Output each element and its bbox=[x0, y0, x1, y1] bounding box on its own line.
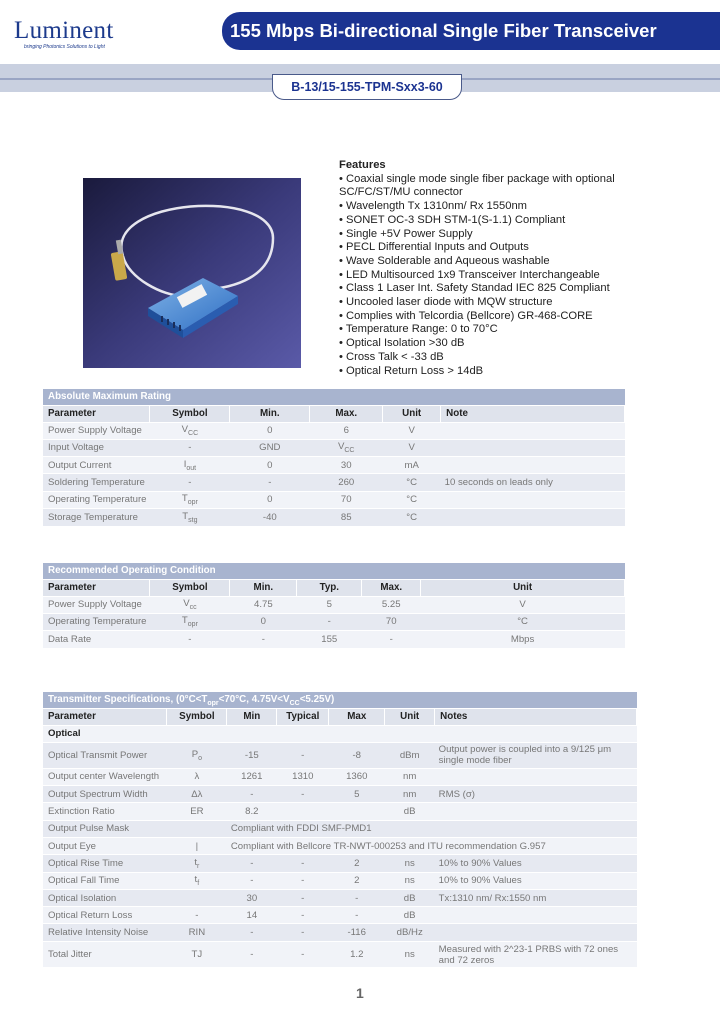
table-cell: 6 bbox=[310, 422, 383, 439]
note-cell: Tx:1310 nm/ Rx:1550 nm bbox=[435, 889, 637, 906]
param-cell: Optical Isolation bbox=[43, 889, 167, 906]
param-cell: Output Spectrum Width bbox=[43, 786, 167, 803]
tx-spec-title bbox=[43, 692, 637, 708]
param-cell: Storage Temperature bbox=[43, 508, 150, 525]
param-cell: Total Jitter bbox=[43, 941, 167, 967]
table-cell: dB/Hz bbox=[385, 924, 435, 941]
luminent-logo bbox=[14, 17, 214, 50]
table-row bbox=[43, 474, 625, 491]
param-cell: Extinction Ratio bbox=[43, 803, 167, 820]
symbol-cell: ER bbox=[167, 803, 227, 820]
table-cell: - bbox=[277, 855, 329, 872]
table-cell: - bbox=[362, 631, 421, 648]
table-row bbox=[43, 768, 637, 785]
table-cell: - bbox=[227, 924, 277, 941]
feature-item: • PECL Differential Inputs and Outputs bbox=[339, 241, 529, 254]
table-cell: 2 bbox=[329, 872, 385, 889]
col-header: Note bbox=[441, 406, 625, 422]
table-cell: - bbox=[329, 889, 385, 906]
table-cell: 85 bbox=[310, 508, 383, 525]
table-cell: 70 bbox=[310, 491, 383, 508]
symbol-cell: $V_{cc}$ bbox=[150, 596, 230, 613]
table-cell bbox=[277, 803, 329, 820]
symbol-cell: $T_{opr}$ bbox=[150, 491, 230, 508]
param-cell: Output center Wavelength bbox=[43, 768, 167, 785]
symbol-cell: $I_{out}$ bbox=[150, 457, 230, 474]
symbol-subscript: cc bbox=[189, 604, 197, 612]
param-cell: Output Eye bbox=[43, 837, 167, 854]
table-cell: - bbox=[230, 631, 297, 648]
symbol-cell: $V_{CC}$ bbox=[150, 422, 230, 439]
symbol-subscript: stg bbox=[188, 516, 198, 524]
table-cell: - bbox=[277, 786, 329, 803]
symbol-cell: $t_f$ bbox=[167, 872, 227, 889]
param-cell: Relative Intensity Noise bbox=[43, 924, 167, 941]
span-cell: Compliant with FDDI SMF-PMD1 bbox=[227, 820, 637, 837]
table-cell: 0 bbox=[230, 457, 310, 474]
table-row bbox=[43, 742, 637, 768]
feature-item: • Cross Talk < -33 dB bbox=[339, 350, 444, 363]
table-cell: dB bbox=[385, 907, 435, 924]
table-cell: 4.75 bbox=[230, 596, 297, 613]
param-cell: Operating Temperature bbox=[43, 491, 150, 508]
table-row bbox=[43, 508, 625, 525]
page-number: 1 bbox=[356, 985, 364, 1001]
table-row bbox=[43, 837, 637, 854]
table-cell: ns bbox=[385, 855, 435, 872]
table-cell: nm bbox=[385, 768, 435, 785]
table-cell: ns bbox=[385, 941, 435, 967]
col-header: Min. bbox=[230, 406, 310, 422]
logo-tagline: bringing Photonics Solutions to Light bbox=[24, 44, 105, 50]
feature-item: • LED Multisourced 1x9 Transceiver Interchangeable bbox=[339, 268, 600, 281]
product-photo bbox=[83, 178, 301, 368]
table-cell: - bbox=[277, 941, 329, 967]
table-row bbox=[43, 631, 625, 648]
table-cell: 70 bbox=[362, 613, 421, 630]
features-heading: Features bbox=[339, 159, 386, 171]
note-cell bbox=[441, 422, 625, 439]
col-header: Parameter bbox=[43, 580, 150, 596]
table-cell: - bbox=[329, 907, 385, 924]
rec-op-table bbox=[43, 580, 625, 648]
tx-title-part: <70°C, 4.75V<V bbox=[218, 694, 290, 705]
table-cell: °C bbox=[383, 474, 441, 491]
table-row bbox=[43, 613, 625, 630]
param-cell: Data Rate bbox=[43, 631, 150, 648]
note-cell bbox=[435, 803, 637, 820]
table-cell: 2 bbox=[329, 855, 385, 872]
table-cell: 30 bbox=[310, 457, 383, 474]
table-cell: °C bbox=[383, 508, 441, 525]
table-cell: nm bbox=[385, 786, 435, 803]
table-cell: 1310 bbox=[277, 768, 329, 785]
table-cell: - bbox=[227, 872, 277, 889]
symbol-cell: $t_r$ bbox=[167, 855, 227, 872]
table-cell: -40 bbox=[230, 508, 310, 525]
table-cell: °C bbox=[383, 491, 441, 508]
table-cell: °C bbox=[421, 613, 625, 630]
col-header: Symbol bbox=[150, 406, 230, 422]
note-cell bbox=[435, 768, 637, 785]
col-header: Notes bbox=[435, 709, 637, 725]
feature-item: SC/FC/ST/MU connector bbox=[339, 186, 463, 199]
table-cell: 8.2 bbox=[227, 803, 277, 820]
table-cell: 5 bbox=[329, 786, 385, 803]
note-cell: 10% to 90% Values bbox=[435, 855, 637, 872]
model-number: B-13/15-155-TPM-Sxx3-60 bbox=[291, 80, 443, 94]
table-cell: - bbox=[227, 786, 277, 803]
table-cell: 0 bbox=[230, 613, 297, 630]
feature-item: • Wavelength Tx 1310nm/ Rx 1550nm bbox=[339, 200, 527, 213]
symbol-cell: - bbox=[150, 474, 230, 491]
table-row bbox=[43, 491, 625, 508]
table-cell: -116 bbox=[329, 924, 385, 941]
note-cell: Output power is coupled into a 9/125 μm single mode fiber bbox=[435, 742, 637, 768]
feature-item: • Uncooled laser diode with MQW structure bbox=[339, 296, 553, 309]
symbol-cell bbox=[167, 889, 227, 906]
note-cell: 10 seconds on leads only bbox=[441, 474, 625, 491]
table-cell: Mbps bbox=[421, 631, 625, 648]
symbol-cell: Δλ bbox=[167, 786, 227, 803]
feature-item: • Optical Isolation >30 dB bbox=[339, 337, 465, 350]
table-cell: 0 bbox=[230, 491, 310, 508]
table-cell: ns bbox=[385, 872, 435, 889]
note-cell: Measured with 2^23-1 PRBS with 72 ones and 72 zeros bbox=[435, 941, 637, 967]
col-header: Min bbox=[227, 709, 277, 725]
note-cell bbox=[441, 508, 625, 525]
table-row bbox=[43, 941, 637, 967]
table-row bbox=[43, 803, 637, 820]
features-list bbox=[339, 159, 679, 378]
table-cell: - bbox=[277, 907, 329, 924]
symbol-cell: TJ bbox=[167, 941, 227, 967]
feature-item: • Single +5V Power Supply bbox=[339, 227, 473, 240]
col-header: Unit bbox=[385, 709, 435, 725]
param-cell: Output Pulse Mask bbox=[43, 820, 167, 837]
table-cell bbox=[329, 803, 385, 820]
symbol-cell: $V_{CC}$ bbox=[310, 439, 383, 456]
table-row bbox=[43, 872, 637, 889]
table-cell: dB bbox=[385, 889, 435, 906]
note-cell bbox=[435, 924, 637, 941]
param-cell: Soldering Temperature bbox=[43, 474, 150, 491]
title-banner bbox=[222, 12, 720, 50]
section-label: Optical bbox=[43, 725, 637, 742]
table-cell: GND bbox=[230, 439, 310, 456]
col-header: Max bbox=[329, 709, 385, 725]
tx-spec-table bbox=[43, 709, 637, 967]
table-row bbox=[43, 786, 637, 803]
col-header: Symbol bbox=[167, 709, 227, 725]
param-cell: Power Supply Voltage bbox=[43, 422, 150, 439]
note-cell: 10% to 90% Values bbox=[435, 872, 637, 889]
table-cell: 155 bbox=[297, 631, 362, 648]
table-cell: 1261 bbox=[227, 768, 277, 785]
table-cell: - bbox=[277, 889, 329, 906]
col-header: Parameter bbox=[43, 406, 150, 422]
tx-title-sub: CC bbox=[289, 699, 300, 707]
col-header: Max. bbox=[310, 406, 383, 422]
param-cell: Optical Transmit Power bbox=[43, 742, 167, 768]
note-cell bbox=[441, 491, 625, 508]
table-cell: - bbox=[277, 924, 329, 941]
table-row bbox=[43, 889, 637, 906]
table-cell: - bbox=[227, 941, 277, 967]
table-row bbox=[43, 820, 637, 837]
param-cell: Input Voltage bbox=[43, 439, 150, 456]
col-header: Typ. bbox=[297, 580, 362, 596]
param-cell: Power Supply Voltage bbox=[43, 596, 150, 613]
symbol-subscript: o bbox=[198, 754, 203, 762]
tx-title-part: Transmitter Specifications, (0°C<T bbox=[48, 694, 208, 705]
feature-item: • Coaxial single mode single fiber package with optional bbox=[339, 172, 615, 185]
table-cell: - bbox=[277, 872, 329, 889]
table-cell: V bbox=[383, 439, 441, 456]
table-cell: mA bbox=[383, 457, 441, 474]
param-cell: Operating Temperature bbox=[43, 613, 150, 630]
note-cell: RMS (σ) bbox=[435, 786, 637, 803]
table-cell: dBm bbox=[385, 742, 435, 768]
table-cell: V bbox=[421, 596, 625, 613]
page-title: 155 Mbps Bi-directional Single Fiber Transceiver bbox=[230, 20, 657, 41]
col-header: Unit bbox=[421, 580, 625, 596]
param-cell: Optical Rise Time bbox=[43, 855, 167, 872]
col-header: Symbol bbox=[150, 580, 230, 596]
model-number-box bbox=[272, 74, 462, 100]
col-header: Unit bbox=[383, 406, 441, 422]
feature-item: • Class 1 Laser Int. Safety Standad IEC 825 Compliant bbox=[339, 282, 610, 295]
symbol-subscript: CC bbox=[188, 430, 199, 438]
symbol-subscript: f bbox=[197, 880, 200, 888]
table-row bbox=[43, 855, 637, 872]
rec-op-title: Recommended Operating Condition bbox=[43, 563, 625, 579]
table-cell: | bbox=[167, 837, 227, 854]
feature-item: • Temperature Range: 0 to 70°C bbox=[339, 323, 498, 336]
table-cell: -15 bbox=[227, 742, 277, 768]
feature-item: • Complies with Telcordia (Bellcore) GR-468-CORE bbox=[339, 309, 593, 322]
page-header bbox=[0, 0, 720, 64]
symbol-cell: $T_{opr}$ bbox=[150, 613, 230, 630]
symbol-cell: - bbox=[167, 907, 227, 924]
tx-title-part: <5.25V) bbox=[299, 694, 335, 705]
table-row bbox=[43, 907, 637, 924]
note-cell bbox=[441, 439, 625, 456]
table-cell: 5 bbox=[297, 596, 362, 613]
table-row bbox=[43, 924, 637, 941]
symbol-cell: λ bbox=[167, 768, 227, 785]
col-header: Parameter bbox=[43, 709, 167, 725]
table-cell: dB bbox=[385, 803, 435, 820]
symbol-subscript: opr bbox=[187, 621, 198, 629]
table-cell: - bbox=[277, 742, 329, 768]
col-header: Max. bbox=[362, 580, 421, 596]
table-cell: V bbox=[383, 422, 441, 439]
symbol-cell: $P_o$ bbox=[167, 742, 227, 768]
symbol-subscript: r bbox=[197, 862, 200, 870]
abs-max-table bbox=[43, 406, 625, 526]
symbol-cell: $T_{stg}$ bbox=[150, 508, 230, 525]
table-cell: -8 bbox=[329, 742, 385, 768]
param-cell: Optical Fall Time bbox=[43, 872, 167, 889]
table-cell: 1.2 bbox=[329, 941, 385, 967]
tx-title-sub: opr bbox=[207, 699, 219, 707]
table-cell: 5.25 bbox=[362, 596, 421, 613]
table-cell: - bbox=[297, 613, 362, 630]
param-cell: Output Current bbox=[43, 457, 150, 474]
table-row bbox=[43, 457, 625, 474]
table-row bbox=[43, 725, 637, 742]
symbol-cell: RIN bbox=[167, 924, 227, 941]
col-header: Typical bbox=[277, 709, 329, 725]
table-row bbox=[43, 439, 625, 456]
symbol-cell: - bbox=[150, 439, 230, 456]
table-cell: 0 bbox=[230, 422, 310, 439]
logo-wordmark: Luminent bbox=[14, 17, 114, 44]
note-cell bbox=[441, 457, 625, 474]
feature-item: • SONET OC-3 SDH STM-1(S-1.1) Compliant bbox=[339, 213, 566, 226]
table-cell: 14 bbox=[227, 907, 277, 924]
symbol-cell: - bbox=[150, 631, 230, 648]
table-cell: - bbox=[227, 855, 277, 872]
abs-max-title: Absolute Maximum Rating bbox=[43, 389, 625, 405]
symbol-subscript: opr bbox=[187, 499, 198, 507]
table-cell: - bbox=[230, 474, 310, 491]
feature-item: • Optical Return Loss > 14dB bbox=[339, 364, 484, 377]
table-row bbox=[43, 596, 625, 613]
col-header: Min. bbox=[230, 580, 297, 596]
table-row bbox=[43, 422, 625, 439]
table-cell: 30 bbox=[227, 889, 277, 906]
symbol-subscript: out bbox=[186, 464, 197, 472]
table-cell: 1360 bbox=[329, 768, 385, 785]
span-cell: Compliant with Bellcore TR-NWT-000253 and ITU recommendation G.957 bbox=[227, 837, 637, 854]
param-cell: Optical Return Loss bbox=[43, 907, 167, 924]
feature-item: • Wave Solderable and Aqueous washable bbox=[339, 254, 550, 267]
table-cell: 260 bbox=[310, 474, 383, 491]
table-cell bbox=[167, 820, 227, 837]
note-cell bbox=[435, 907, 637, 924]
symbol-subscript: CC bbox=[344, 447, 355, 455]
